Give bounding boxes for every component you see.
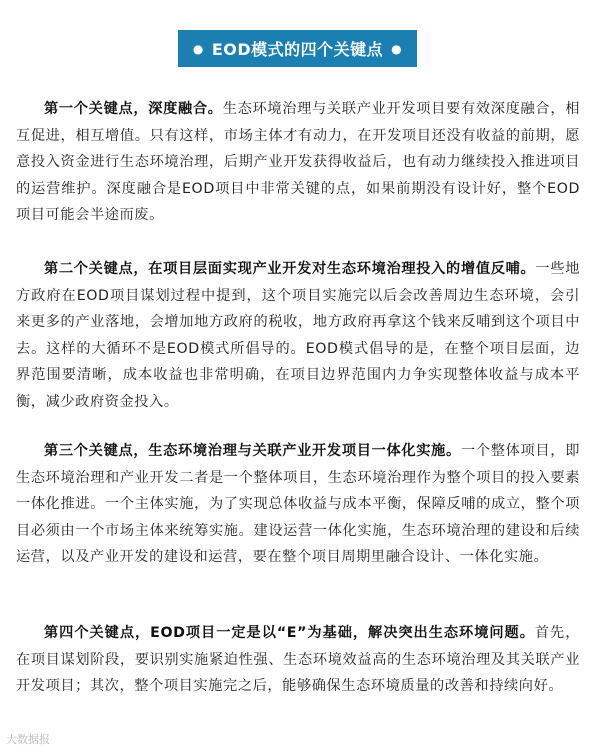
bullet-right-icon: ● bbox=[391, 41, 403, 56]
paragraph-key-point-2 bbox=[16, 256, 580, 415]
paragraph-body: 一些地方政府在EOD项目谋划过程中提到，这个项目实施完以后会改善周边生态环境，会引来更多的产业落地，会增加地方政府的税收，地方政府再拿这个钱来反哺到这个项目中去。这样的大循环不是EOD模式所倡导的。EOD模式倡导的是，在整个项目层面，边界范围要清晰，成本收益也非常明确，在项目边界范围内力争实现整体收益与成本平衡，减少政府资金投入。 bbox=[16, 261, 580, 410]
paragraph-body: 一个整体项目，即生态环境治理和产业开发二者是一个整体项目，生态环境治理作为整个项目的投入要素一体化推进。一个主体实施，为了实现总体收益与成本平衡，保障反哺的成立，整个项目必须由一个市场主体来统筹实施。建设运营一体化实施，生态环境治理的建设和后续运营，以及产业开发的建设和运营，要在整个项目周期里融合设计、一体化实施。 bbox=[16, 443, 580, 565]
paragraph-lead: 第四个关键点，EOD项目一定是以“E”为基础，解决突出生态环境问题。 bbox=[44, 625, 535, 641]
section-title-banner bbox=[178, 30, 417, 67]
paragraph-body: 生态环境治理与关联产业开发项目要有效深度融合，相互促进，相互增值。只有这样，市场主体才有动力，在开发项目还没有收益的前期，愿意投入资金进行生态环境治理，后期产业开发获得收益后，也有动力继续投入推进项目的运营维护。深度融合是EOD项目中非常关键的点，如果前期没有设计好，整个EOD项目可能会半途而废。 bbox=[16, 101, 580, 223]
paragraph-lead: 第三个关键点，生态环境治理与关联产业开发项目一体化实施。 bbox=[44, 443, 461, 459]
bullet-left-icon: ● bbox=[192, 41, 204, 56]
paragraph-key-point-3 bbox=[16, 438, 580, 571]
watermark-logo: 大数据报 bbox=[6, 733, 50, 746]
paragraph-lead: 第一个关键点，深度融合。 bbox=[44, 101, 223, 117]
paragraph-key-point-1 bbox=[16, 96, 580, 229]
section-title: EOD模式的四个关键点 bbox=[211, 40, 384, 59]
paragraph-body: 首先，在项目谋划阶段，要识别实施紧迫性强、生态环境效益高的生态环境治理及其关联产业开发项目；其次，整个项目实施完之后，能够确保生态环境质量的改善和持续向好。 bbox=[16, 625, 580, 694]
paragraph-lead: 第二个关键点，在项目层面实现产业开发对生态环境治理投入的增值反哺。 bbox=[44, 261, 536, 277]
paragraph-key-point-4 bbox=[16, 620, 580, 700]
